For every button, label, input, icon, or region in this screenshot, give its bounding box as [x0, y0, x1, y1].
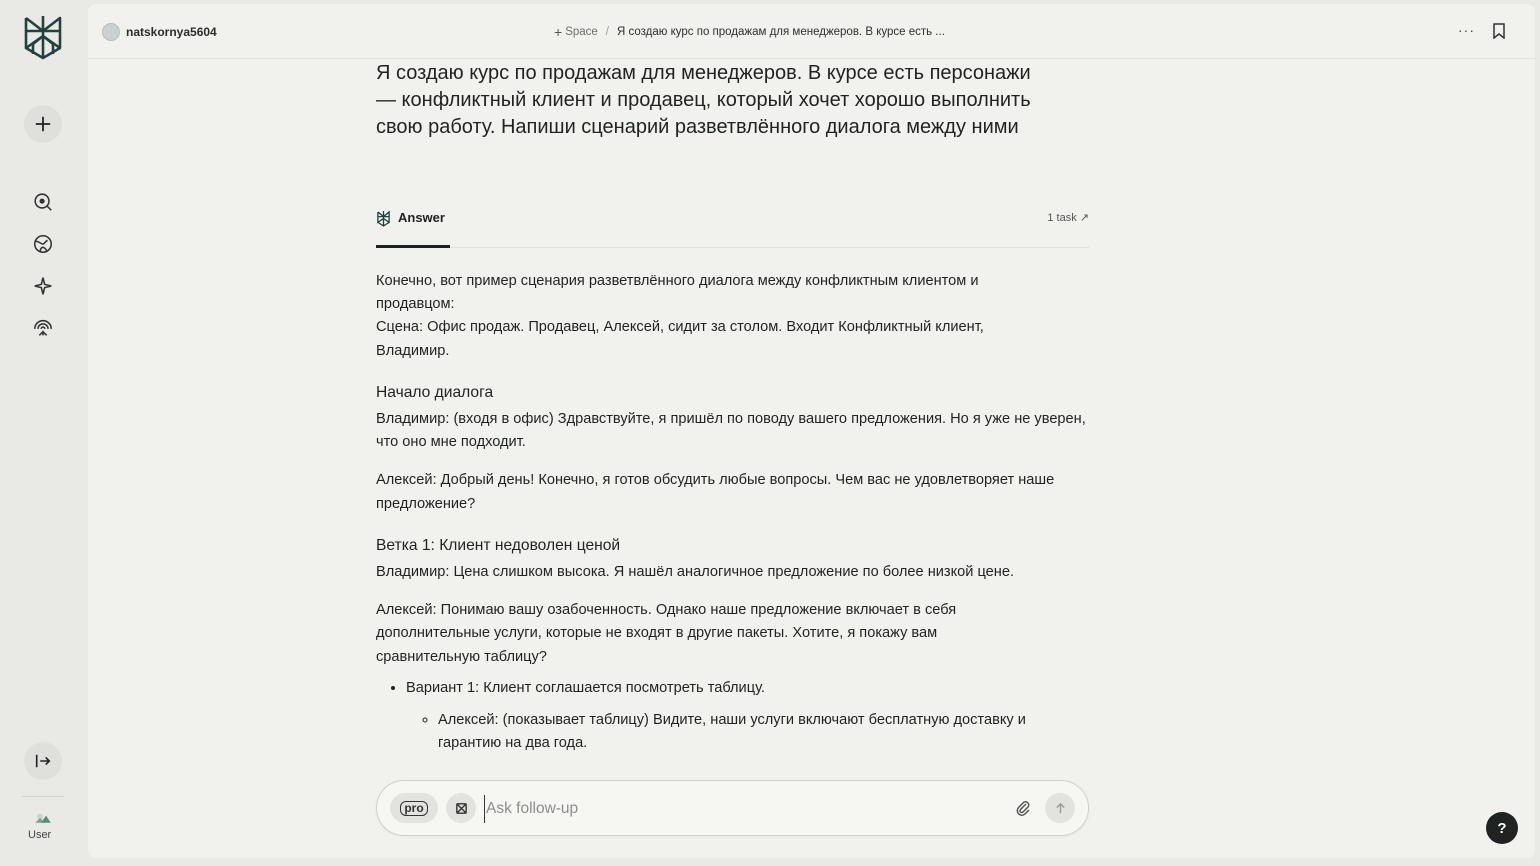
- account-avatar[interactable]: [28, 812, 58, 842]
- perplexity-logo-icon[interactable]: [22, 14, 64, 60]
- tab-answer-label: Answer: [398, 210, 445, 225]
- pro-label: pro: [400, 801, 427, 816]
- answer-tabs: [376, 207, 1089, 248]
- task-link[interactable]: 1 task ↗: [1047, 212, 1089, 224]
- answer-heading-branch: Ветка 1: Клиент недоволен ценой: [376, 536, 621, 554]
- more-options-icon[interactable]: ···: [1458, 22, 1475, 38]
- arrow-up-icon: [1054, 802, 1067, 815]
- breadcrumb: [554, 24, 945, 40]
- answer-line: Владимир: Цена слишком высока. Я нашёл аналогичное предложение по более низкой цене.: [376, 564, 1015, 581]
- follow-up-bar: [376, 780, 1089, 836]
- answer-line: Алексей: Понимаю вашу озабоченность. Однако наше предложение включает в себя дополнительные услуги, которые не входят в другие пакеты. Хотите, я покажу вам сравнительную таблицу?: [376, 602, 957, 665]
- user-menu[interactable]: [102, 23, 217, 41]
- answer-line: Владимир: (входя в офис) Здравствуйте, я пришёл по поводу вашего предложения. Но я уже не уверен, что оно мне подходит.: [376, 411, 1086, 451]
- perplexity-small-icon: [376, 210, 391, 227]
- breadcrumb-space[interactable]: [554, 24, 598, 40]
- sidebar: [0, 0, 86, 866]
- page-title: Я создаю курс по продажам для менеджеров. В курсе есть персонажи — конфликтный клиент и продавец, который хочет хорошо выполнить свою работу. Напиши сценарий разветвлённого диалога между ними: [376, 62, 1031, 138]
- answer-sublist: [406, 709, 1089, 755]
- model-select-button[interactable]: [446, 793, 476, 823]
- breadcrumb-separator: /: [605, 26, 609, 38]
- answer-body: [376, 270, 1089, 763]
- tab-active-indicator: [376, 245, 450, 248]
- answer-heading-start: Начало диалога: [376, 383, 494, 401]
- answer-list: [376, 677, 1089, 756]
- answer-scene: Сцена: Офис продаж. Продавец, Алексей, сидит за столом. Входит Конфликтный клиент, Владимир.: [376, 319, 984, 359]
- new-thread-button[interactable]: [24, 105, 62, 143]
- help-button[interactable]: ?: [1486, 812, 1518, 844]
- main-panel: [88, 4, 1535, 858]
- paperclip-icon[interactable]: [1015, 799, 1031, 817]
- avatar-alt-text: User: [28, 829, 52, 841]
- expand-sidebar-button[interactable]: [24, 742, 62, 780]
- bookmark-icon[interactable]: [1492, 23, 1506, 39]
- list-item-text: Вариант 1: Клиент соглашается посмотреть таблицу.: [406, 679, 765, 696]
- thread-content: [376, 60, 1089, 752]
- breadcrumb-space-label: Space: [565, 26, 598, 38]
- model-icon: [455, 802, 468, 815]
- broadcast-icon[interactable]: [31, 316, 55, 340]
- sidebar-divider: [22, 796, 64, 797]
- pro-toggle-button[interactable]: [390, 793, 438, 823]
- breadcrumb-current[interactable]: Я создаю курс по продажам для менеджеров. В курсе есть ...: [617, 26, 945, 38]
- spaces-sparkle-icon[interactable]: [31, 274, 55, 298]
- search-icon[interactable]: [31, 190, 55, 214]
- list-item: ◦ Алексей: (показывает таблицу) Видите, наши услуги включают бесплатную доставку и гарантию на два года.: [438, 709, 1089, 755]
- list-item: [406, 677, 1089, 756]
- top-bar: [88, 4, 1535, 59]
- user-avatar: [102, 23, 120, 41]
- plus-icon: +: [554, 24, 563, 40]
- tab-answer[interactable]: [376, 207, 445, 250]
- username: natskornya5604: [126, 25, 217, 39]
- discover-globe-icon[interactable]: [31, 232, 55, 256]
- answer-line: Алексей: Добрый день! Конечно, я готов обсудить любые вопросы. Чем вас не удовлетворяет наше предложение?: [376, 472, 1055, 512]
- follow-up-input[interactable]: [484, 795, 988, 823]
- answer-intro: Конечно, вот пример сценария разветвлённого диалога между конфликтным клиентом и продавцом:: [376, 273, 979, 313]
- send-button[interactable]: [1045, 793, 1075, 823]
